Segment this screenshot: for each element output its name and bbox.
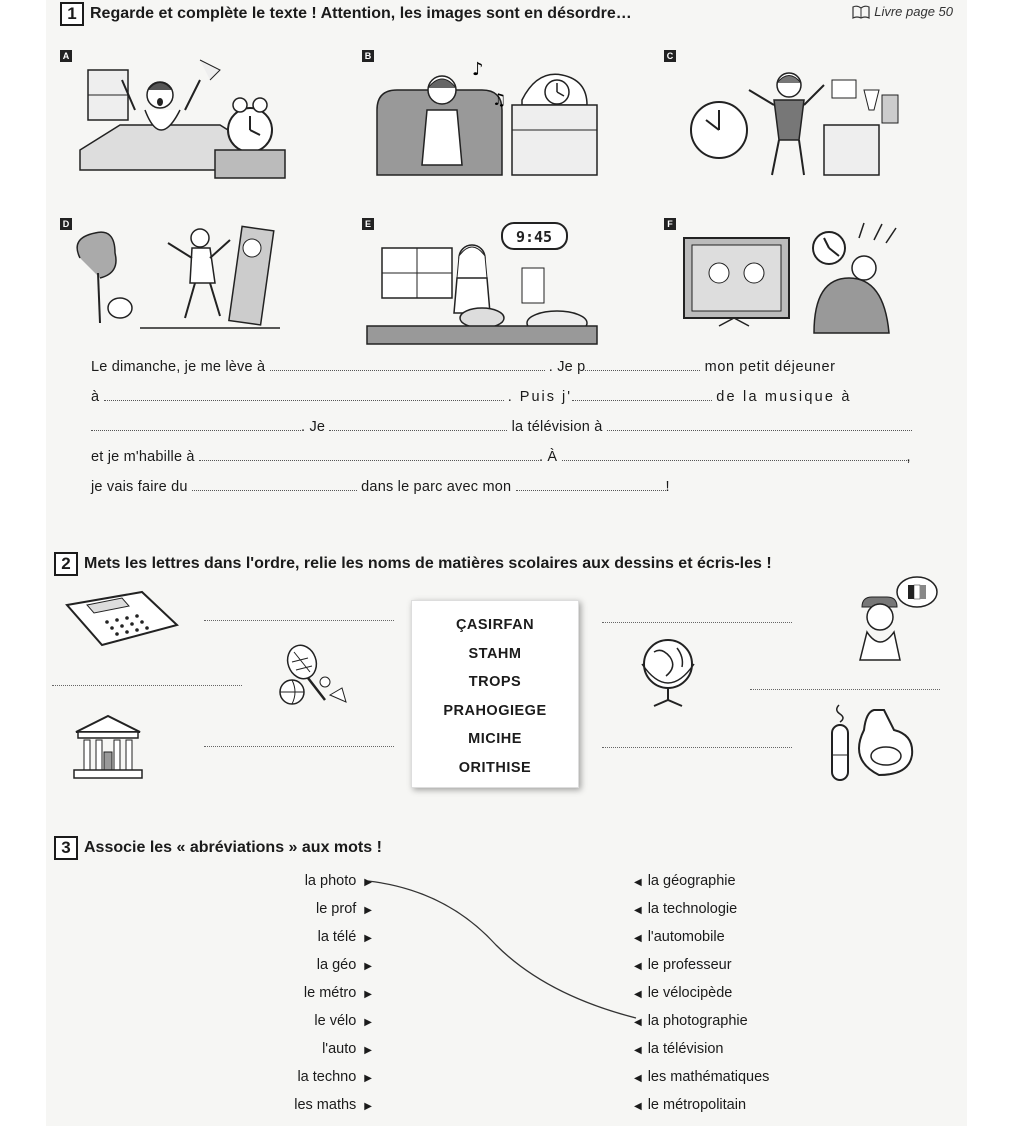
full-word-item[interactable] [634, 1097, 746, 1113]
scrambled-word: TROPS [468, 674, 522, 690]
abbreviation-text: le vélo [314, 1013, 357, 1029]
arrow-right-icon: ▶ [364, 933, 372, 944]
full-word-text: l'automobile [647, 929, 725, 945]
arrow-left-icon: ◀ [634, 989, 642, 1000]
text-1a: Le dimanche, je me lève à [91, 359, 266, 375]
full-word-text: le vélocipède [647, 985, 733, 1001]
full-word-item[interactable] [634, 957, 732, 973]
svg-text:♪: ♪ [472, 59, 484, 80]
arrow-left-icon: ◀ [634, 905, 642, 916]
full-word-text: les mathématiques [647, 1069, 770, 1085]
exercise-3-title: Associe les « abréviations » aux mots ! [84, 839, 382, 856]
exercise-1-title: Regarde et complète le texte ! Attention, les images sont en désordre… [90, 5, 632, 22]
exercise-2-title: Mets les lettres dans l'ordre, relie les noms de matières scolaires aux dessins et écris-les ! [84, 555, 772, 572]
book-reference-text: Livre page 50 [874, 4, 953, 19]
text-3a: . Je [301, 419, 326, 435]
full-word-text: la technologie [647, 901, 738, 917]
abbreviation-text: l'auto [322, 1041, 357, 1057]
text-3b: la télévision à [511, 419, 603, 435]
arrow-right-icon: ▶ [364, 877, 372, 888]
abbreviation-item[interactable] [72, 957, 372, 973]
scene-c-label: C [664, 50, 676, 62]
svg-text:♫: ♫ [492, 90, 507, 109]
arrow-right-icon: ▶ [364, 1045, 372, 1056]
text-2c: de la musique à [716, 389, 852, 405]
abbreviation-text: la photo [304, 873, 357, 889]
full-word-item[interactable] [634, 1041, 723, 1057]
full-word-text: la géographie [647, 873, 736, 889]
full-word-text: la télévision [647, 1041, 724, 1057]
text-4a: et je m'habille à [91, 449, 195, 465]
text-4b: . À [538, 449, 558, 465]
arrow-left-icon: ◀ [634, 877, 642, 888]
abbreviation-item[interactable] [72, 1069, 372, 1085]
exercise-3-number: 3 [54, 836, 78, 860]
text-1b: . Je p [548, 359, 586, 375]
abbreviation-text: les maths [294, 1097, 357, 1113]
arrow-left-icon: ◀ [634, 961, 642, 972]
full-word-item[interactable] [634, 901, 737, 917]
scrambled-word: MICIHE [468, 731, 522, 747]
full-word-text: la photographie [647, 1013, 748, 1029]
abbreviation-item[interactable] [72, 901, 372, 917]
abbreviation-text: le métro [303, 985, 357, 1001]
full-word-item[interactable] [634, 929, 725, 945]
arrow-right-icon: ▶ [364, 1101, 372, 1112]
arrow-left-icon: ◀ [634, 1045, 642, 1056]
full-word-text: le métropolitain [647, 1097, 747, 1113]
full-word-item[interactable] [634, 985, 732, 1001]
full-word-text: le professeur [647, 957, 732, 973]
arrow-left-icon: ◀ [634, 1017, 642, 1028]
left-margin [0, 0, 46, 1126]
text-4c: , [906, 449, 911, 465]
text-2a: à [91, 389, 100, 405]
scrambled-word: ORITHISE [458, 759, 532, 776]
arrow-right-icon: ▶ [364, 989, 372, 1000]
exercise-1-number: 1 [60, 2, 84, 26]
abbreviation-text: la télé [317, 929, 357, 945]
arrow-right-icon: ▶ [364, 905, 372, 916]
arrow-left-icon: ◀ [634, 933, 642, 944]
full-word-item[interactable] [634, 873, 736, 889]
abbreviation-item[interactable] [72, 1041, 372, 1057]
text-2b: . Puis j' [507, 389, 573, 405]
abbreviation-item[interactable] [72, 1013, 372, 1029]
digital-clock-text: 9:45 [515, 228, 553, 246]
scene-a-label: A [60, 50, 72, 62]
text-5b: dans le parc avec mon [361, 479, 512, 495]
abbreviation-item[interactable] [72, 985, 372, 1001]
scene-b-label: B [362, 50, 374, 62]
abbreviation-text: la techno [297, 1069, 357, 1085]
exercise-2-number: 2 [54, 552, 78, 576]
full-word-item[interactable] [634, 1013, 748, 1029]
text-1c: mon petit déjeuner [704, 359, 836, 375]
scene-f-label: F [664, 218, 676, 230]
scrambled-word: ÇASIRFAN [455, 617, 535, 633]
scrambled-word: PRAHOGIEGE [443, 702, 547, 719]
arrow-right-icon: ▶ [364, 1073, 372, 1084]
text-5c: ! [665, 479, 670, 495]
right-margin [967, 0, 1011, 1126]
abbreviation-item[interactable] [72, 929, 372, 945]
scene-e-label: E [362, 218, 374, 230]
arrow-right-icon: ▶ [364, 961, 372, 972]
worksheet-page [46, 0, 967, 1126]
scrambled-word: STAHM [468, 645, 522, 662]
abbreviation-text: le prof [315, 901, 357, 917]
text-5a: je vais faire du [91, 479, 188, 495]
abbreviation-item[interactable] [72, 1097, 372, 1113]
abbreviation-item[interactable] [72, 873, 372, 889]
abbreviation-text: la géo [316, 957, 357, 973]
arrow-left-icon: ◀ [634, 1073, 642, 1084]
arrow-right-icon: ▶ [364, 1017, 372, 1028]
arrow-left-icon: ◀ [634, 1101, 642, 1112]
full-word-item[interactable] [634, 1069, 769, 1085]
scene-d-label: D [60, 218, 72, 230]
